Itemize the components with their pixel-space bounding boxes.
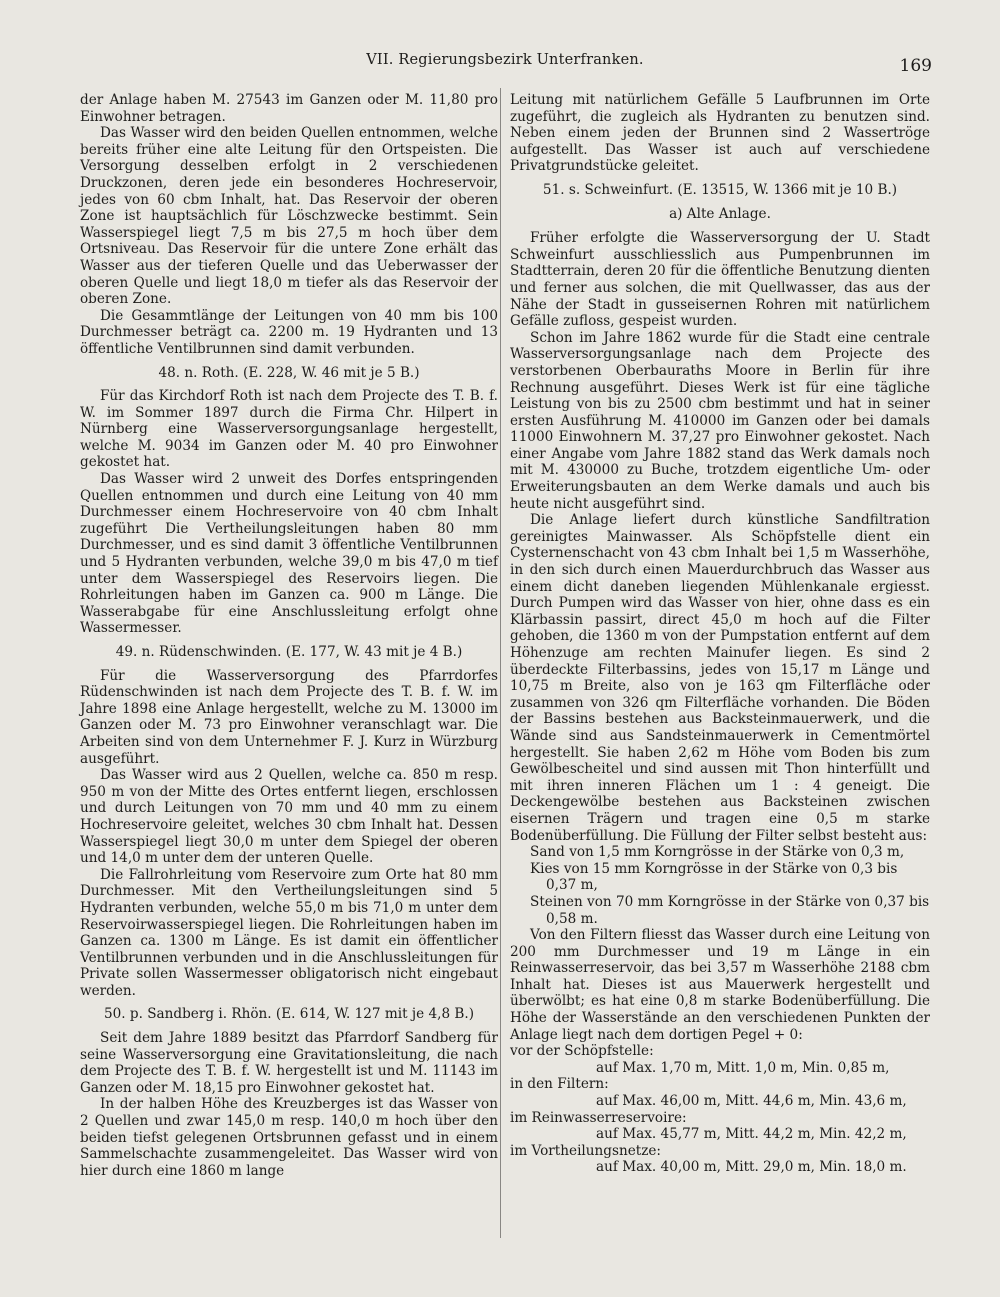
water-level-values: auf Max. 45,77 m, Mitt. 44,2 m, Min. 42,2 m, [596,1126,907,1143]
page-number: 169 [899,56,932,76]
water-level-label: im Vortheilungsnetze: [510,1142,662,1159]
paragraph: Das Wasser wird den beiden Quellen entnommen, welche bereits früher eine alte Leitung für den Ortspeisten. Die Versorgung desselben erfolgt in 2 verschiedenen Druckzonen, deren jede ein besonderes Hochreservoir, jedes von 60 cbm Inhalt, hat. Das Reservoir der oberen Zone ist hauptsächlich für Löschzwecke bestimmt. Sein Wasserspiegel liegt 7,5 m bis 27,5 m hoch über dem Ortsniveau. Das Reservoir für die untere Zone erhält das Wasser aus der tieferen Quelle und das Ueberwasser der oberen Quelle und liegt 18,0 m tiefer als das Reservoir der oberen Zone. [80,125,498,308]
section-heading-roth: 48. n. Roth. (E. 228, W. 46 mit je 5 B.) [158,364,420,381]
paragraph: In der halben Höhe des Kreuzberges ist das Wasser von 2 Quellen und zwar 145,0 m resp. 140,0 m hoch über den beiden tiefst gelegenen Ortsbrunnen gefasst und in einem Sammelschachte zusammengeleitet. Das Wasser wird von hier durch eine 1860 m lange [80,1096,498,1179]
paragraph: Für die Wasserversorgung des Pfarrdorfes Rüdenschwinden ist nach dem Projecte des T. B. f. W. im Jahre 1898 eine Anlage hergestellt, welche zu M. 13000 im Ganzen oder M. 73 pro Einwohner veranschlagt war. Die Arbeiten sind von dem Unternehmer F. J. Kurz in Würzburg ausgeführt. [80,667,498,767]
column-divider [500,88,501,1238]
paragraph: Leitung mit natürlichem Gefälle 5 Laufbrunnen im Orte zugeführt, die zugleich als Hydranten zu benutzen sind. Neben einem jeden der Brunnen sind 2 Wassertröge aufgestellt. Das Wasser ist auch auf verschiedene Privatgrundstücke geleitet. [510,92,930,175]
section-heading-sandberg: 50. p. Sandberg i. Rhön. (E. 614, W. 127 mit je 4,8 B.) [103,1006,475,1023]
paragraph: der Anlage haben M. 27543 im Ganzen oder M. 11,80 pro Einwohner betragen. [80,92,498,125]
water-level-label: in den Filtern: [510,1076,609,1093]
filter-layer-item: Kies von 15 mm Korngrösse in der Stärke von 0,3 bis 0,37 m, [530,860,898,894]
paragraph: Seit dem Jahre 1889 besitzt das Pfarrdorf Sandberg für seine Wasserversorgung eine Gravitationsleitung, die nach dem Projecte des T. B. f. W. hergestellt ist und M. 11143 im Ganzen oder M. 18,15 pro Einwohner gekostet hat. [80,1030,498,1096]
water-level-values: auf Max. 40,00 m, Mitt. 29,0 m, Min. 18,0 m. [596,1159,907,1176]
section-heading-ruedenschwinden: 49. n. Rüdenschwinden. (E. 177, W. 43 mit je 4 B.) [115,644,463,660]
running-title: VII. Regierungsbezirk Unterfranken. [366,52,644,68]
paragraph: Das Wasser wird 2 unweit des Dorfes entspringenden Quellen entnommen und durch eine Leitung von 40 mm Durchmesser einem Hochreservoire von 40 cbm Inhalt zugeführt Die Vertheilungsleitungen haben 80 mm Durchmesser, und es sind damit 3 öffentliche Ventilbrunnen und 5 Hydranten verbunden, welche 39,0 m bis 47,0 m tief unter dem Wasserspiegel des Reservoirs liegen. Die Rohrleitungen haben im Ganzen ca. 900 m Länge. Die Wasserabgabe für eine Anschlussleitung erfolgt ohne Wassermesser. [80,471,498,637]
right-column [510,92,930,1176]
water-level-values: auf Max. 46,00 m, Mitt. 44,6 m, Min. 43,6 m, [596,1093,907,1110]
paragraph: Für das Kirchdorf Roth ist nach dem Projecte des T. B. f. W. im Sommer 1897 durch die Firma Chr. Hilpert in Nürnberg eine Wasserversorgungsanlage hergestellt, welche M. 9034 im Ganzen oder M. 40 pro Einwohner gekostet hat. [80,388,498,471]
paragraph: Schon im Jahre 1862 wurde für die Stadt eine centrale Wasserversorgungsanlage nach dem Projecte des verstorbenen Oberbauraths Moore in Berlin für ihre Rechnung ausgeführt. Dieses Werk ist für eine tägliche Leistung von bis zu 2500 cbm bestimmt und hat in seiner ersten Ausführung M. 410000 im Ganzen oder bei damals 11000 Einwohnern M. 37,27 pro Einwohner gekostet. Nach einer Angabe vom Jahre 1882 stand das Werk damals noch mit M. 430000 zu Buche, trotzdem eigentliche Um- oder Erweiterungsbauten an dem Werke damals und auch bis heute nicht ausgeführt sind. [510,329,930,512]
paragraph: Früher erfolgte die Wasserversorgung der U. Stadt Schweinfurt ausschliesslich aus Pumpenbrunnen im Stadtterrain, deren 20 für die öffentliche Benutzung dienten und ferner aus solchen, die mit Quellwasser, das aus der Nähe der Stadt in gusseisernen Rohren mit natürlichem Gefälle zufloss, gespeist wurden. [510,230,930,330]
section-heading-schweinfurt: 51. s. Schweinfurt. (E. 13515, W. 1366 mit je 10 B.) [542,181,898,198]
paragraph: Die Anlage liefert durch künstliche Sandfiltration gereinigtes Mainwasser. Als Schöpfstelle dient ein Cysternenschacht von 43 cbm Inhalt bei 1,5 m Wasserhöhe, in den sich durch einen Mauerdurchbruch das Wasser aus einem dicht daneben liegenden Mühlenkanale ergiesst. Durch Pumpen wird das Wasser von hier, ohne dass es ein Klärbassin passirt, direct 45,0 m hoch auf die Filter gehoben, die 1360 m von der Pumpstation entfernt auf dem Höhenzuge am rechten Mainufer liegen. Es sind 2 überdeckte Filterbassins, jedes von 15,17 m Länge und 10,75 m Breite, also von je 163 qm Filterfläche oder zusammen von 326 qm Filterfläche vorhanden. Die Böden der Bassins bestehen aus Backsteinmauerwerk, und die Wände sind aus Sandsteinmauerwerk in Cementmörtel hergestellt. Sie haben 2,62 m Höhe vom Boden bis zum Gewölbescheitel und sind aussen mit Thon hinterfüllt und mit ihren inneren Flächen um 1 : 4 geneigt. Die Deckengewölbe bestehen aus Backsteinen zwischen eisernen Trägern und tragen eine 0,5 m starke Bodenüberfüllung. Die Füllung der Filter selbst besteht aus: [510,512,930,844]
paragraph: Die Fallrohrleitung vom Reservoire zum Orte hat 80 mm Durchmesser. Mit den Vertheilungsleitungen sind 5 Hydranten verbunden, welche 55,0 m bis 71,0 m unter dem Reservoirwasserspiegel liegen. Die Rohrleitungen haben im Ganzen ca. 1300 m Länge. Es ist damit ein öffentlicher Ventilbrunnen verbunden und in die Anschlussleitungen für Private sollen Wassermesser obligatorisch nicht eingebaut werden. [80,866,498,999]
paragraph: Das Wasser wird aus 2 Quellen, welche ca. 850 m resp. 950 m von der Mitte des Ortes entfernt liegen, erschlossen und durch Leitungen von 70 mm und 40 mm zu einem Hochreservoire geleitet, welches 30 cbm Inhalt hat. Dessen Wasserspiegel liegt 30,0 m unter dem Spiegel der oberen und 14,0 m unter dem der unteren Quelle. [80,767,498,867]
water-level-values: auf Max. 1,70 m, Mitt. 1,0 m, Min. 0,85 m, [596,1059,890,1076]
water-level-label: vor der Schöpfstelle: [510,1043,654,1060]
left-column [80,92,498,1179]
filter-layer-item: Sand von 1,5 mm Korngrösse in der Stärke von 0,3 m, [530,844,905,861]
filter-layer-item: Steinen von 70 mm Korngrösse in der Stärke von 0,37 bis 0,58 m. [530,893,930,927]
paragraph: Die Gesammtlänge der Leitungen von 40 mm bis 100 Durchmesser beträgt ca. 2200 m. 19 Hydranten und 13 öffentliche Ventilbrunnen sind damit verbunden. [80,307,498,357]
paragraph: Von den Filtern fliesst das Wasser durch eine Leitung von 200 mm Durchmesser und 19 m Länge in ein Reinwasserreservoir, das bei 3,57 m Wasserhöhe 2188 cbm Inhalt hat. Dieses ist aus Mauerwerk hergestellt und überwölbt; es hat eine 0,8 m starke Bodenüberfüllung. Die Höhe der Wasserstände an den verschiedenen Punkten der Anlage liegt nach dem dortigen Pegel + 0: [510,927,930,1043]
water-level-label: im Reinwasserreservoire: [510,1109,687,1126]
subsection-heading: a) Alte Anlage. [669,205,771,222]
